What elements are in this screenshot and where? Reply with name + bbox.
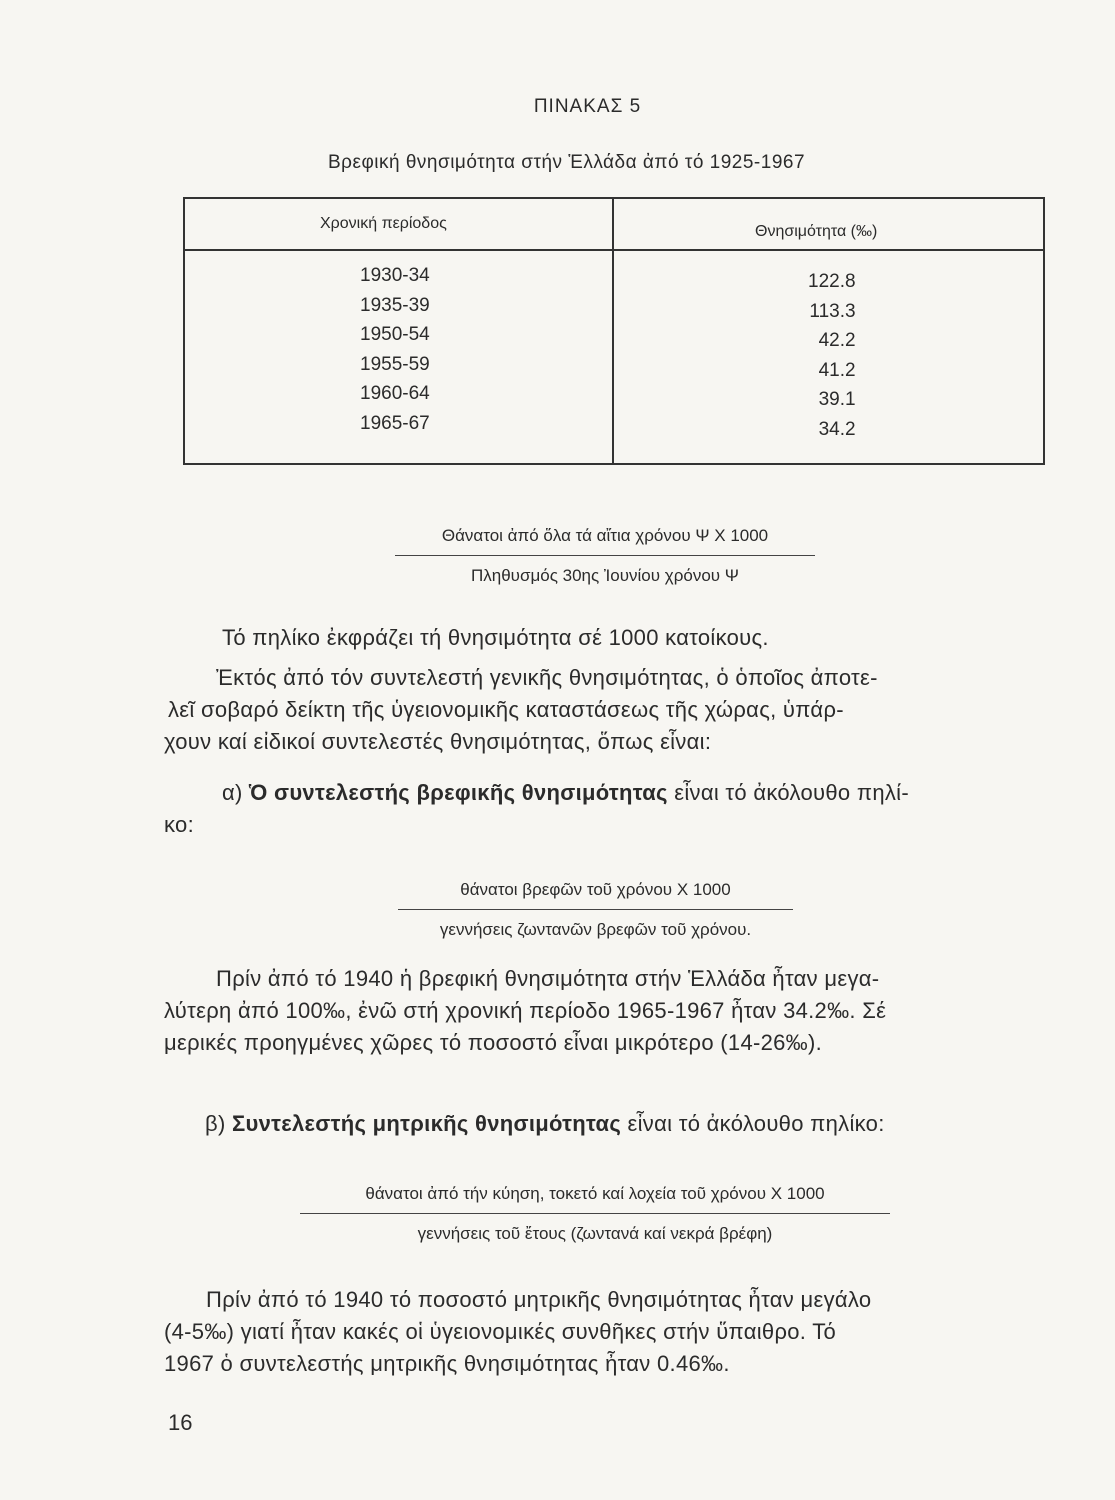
item-b-term: Συντελεστής μητρικῆς θνησιμότητας: [232, 1111, 622, 1136]
paragraph-line: Πρίν ἀπό τό 1940 τό ποσοστό μητρικῆς θνησιμότητας ἦταν μεγάλο: [206, 1287, 872, 1312]
rate-cell: 39.1: [818, 389, 856, 410]
fraction-bar: [300, 1213, 890, 1214]
period-cell: 1955-59: [360, 353, 430, 375]
page-number: 16: [168, 1410, 193, 1435]
item-b-rest: εἶναι τό ἀκόλουθο πηλίκο:: [627, 1111, 885, 1136]
item-b-marker: β): [205, 1111, 226, 1136]
period-cell: 1935-39: [360, 294, 430, 316]
item-a: [164, 777, 909, 841]
maternal-mortality-formula: [300, 1184, 890, 1244]
paragraph-line: Πρίν ἀπό τό 1940 ἡ βρεφική θνησιμότητα στήν Ἑλλάδα ἦταν μεγα-: [216, 966, 880, 991]
paragraph-line: 1967 ὁ συντελεστής μητρικῆς θνησιμότητας ἦταν 0.46‰.: [164, 1351, 730, 1376]
table-header-rule: [185, 249, 1043, 251]
paragraph-4: [164, 1284, 871, 1380]
rate-cell: 34.2: [818, 418, 856, 440]
period-cell: 1960-64: [360, 383, 430, 404]
fraction-bar: [395, 555, 815, 556]
period-cell: 1930-34: [360, 265, 430, 286]
paragraph-line: χουν καί εἰδικοί συντελεστές θνησιμότητας, ὅπως εἶναι:: [164, 729, 712, 754]
paragraph-line: (4-5‰) γιατί ἦταν κακές οἱ ὑγειονομικές συνθῆκες στήν ὕπαιθρο. Τό: [164, 1319, 837, 1344]
table-caption: Βρεφική θνησιμότητα στήν Ἑλλάδα ἀπό τό 1925-1967: [328, 152, 806, 173]
item-a-line: [164, 777, 909, 809]
paragraph-line: λύτερη ἀπό 100‰, ἐνῶ στή χρονική περίοδο 1965-1967 ἦταν 34.2‰. Σέ: [164, 998, 887, 1023]
period-cell: 1965-67: [360, 412, 430, 434]
formula-denominator: Πληθυσμός 30ης Ἰουνίου χρόνου Ψ: [470, 566, 740, 585]
column-header-period: Χρονική περίοδος: [320, 215, 447, 232]
column-header-rate: Θνησιμότητα (‰): [755, 223, 878, 240]
item-a-marker: α): [222, 780, 243, 805]
mortality-table: [183, 197, 1045, 465]
paragraph-3: [164, 963, 886, 1059]
table-column-divider: [612, 199, 614, 463]
rate-cell: 113.3: [809, 300, 856, 322]
paragraph-line: μερικές προηγμένες χῶρες τό ποσοστό εἶναι μικρότερο (14-26‰).: [164, 1030, 823, 1055]
item-a-term: Ὁ συντελεστής βρεφικῆς θνησιμότητας: [249, 780, 668, 805]
paragraph-line: λεῖ σοβαρό δείκτη τῆς ὑγειονομικῆς καταστάσεως τῆς χώρας, ὑπάρ-: [168, 697, 844, 722]
fraction-bar: [398, 909, 793, 910]
item-a-continuation: κο:: [164, 812, 194, 837]
rate-cell: 41.2: [818, 359, 856, 381]
formula-numerator: Θάνατοι ἀπό ὅλα τά αἴτια χρόνου Ψ Χ 1000: [441, 526, 769, 545]
rate-cell: 122.8: [808, 271, 856, 292]
infant-mortality-formula: [398, 880, 793, 940]
general-mortality-formula: [395, 526, 815, 586]
formula-denominator: γεννήσεις τοῦ ἔτους (ζωντανά καί νεκρά βρέφη): [417, 1224, 773, 1243]
formula-numerator: θάνατοι ἀπό τήν κύηση, τοκετό καί λοχεία τοῦ χρόνου Χ 1000: [365, 1184, 825, 1203]
formula-denominator: γεννήσεις ζωντανῶν βρεφῶν τοῦ χρόνου.: [439, 920, 752, 939]
period-cell: 1950-54: [360, 324, 430, 345]
item-b: [205, 1108, 885, 1140]
table-heading: ΠΙΝΑΚΑΣ 5: [533, 96, 642, 117]
paragraph-1: Τό πηλίκο ἐκφράζει τή θνησιμότητα σέ 1000 κατοίκους.: [222, 625, 769, 650]
rate-cell: 42.2: [818, 330, 856, 351]
rate-column: [808, 267, 856, 444]
item-a-rest: εἶναι τό ἀκόλουθο πηλί-: [674, 780, 909, 805]
paragraph-line: Ἐκτός ἀπό τόν συντελεστή γενικῆς θνησιμότητας, ὁ ὁποῖος ἀποτε-: [216, 665, 878, 690]
paragraph-2: [164, 662, 878, 758]
period-column: [360, 261, 430, 438]
formula-numerator: θάνατοι βρεφῶν τοῦ χρόνου Χ 1000: [460, 880, 731, 899]
